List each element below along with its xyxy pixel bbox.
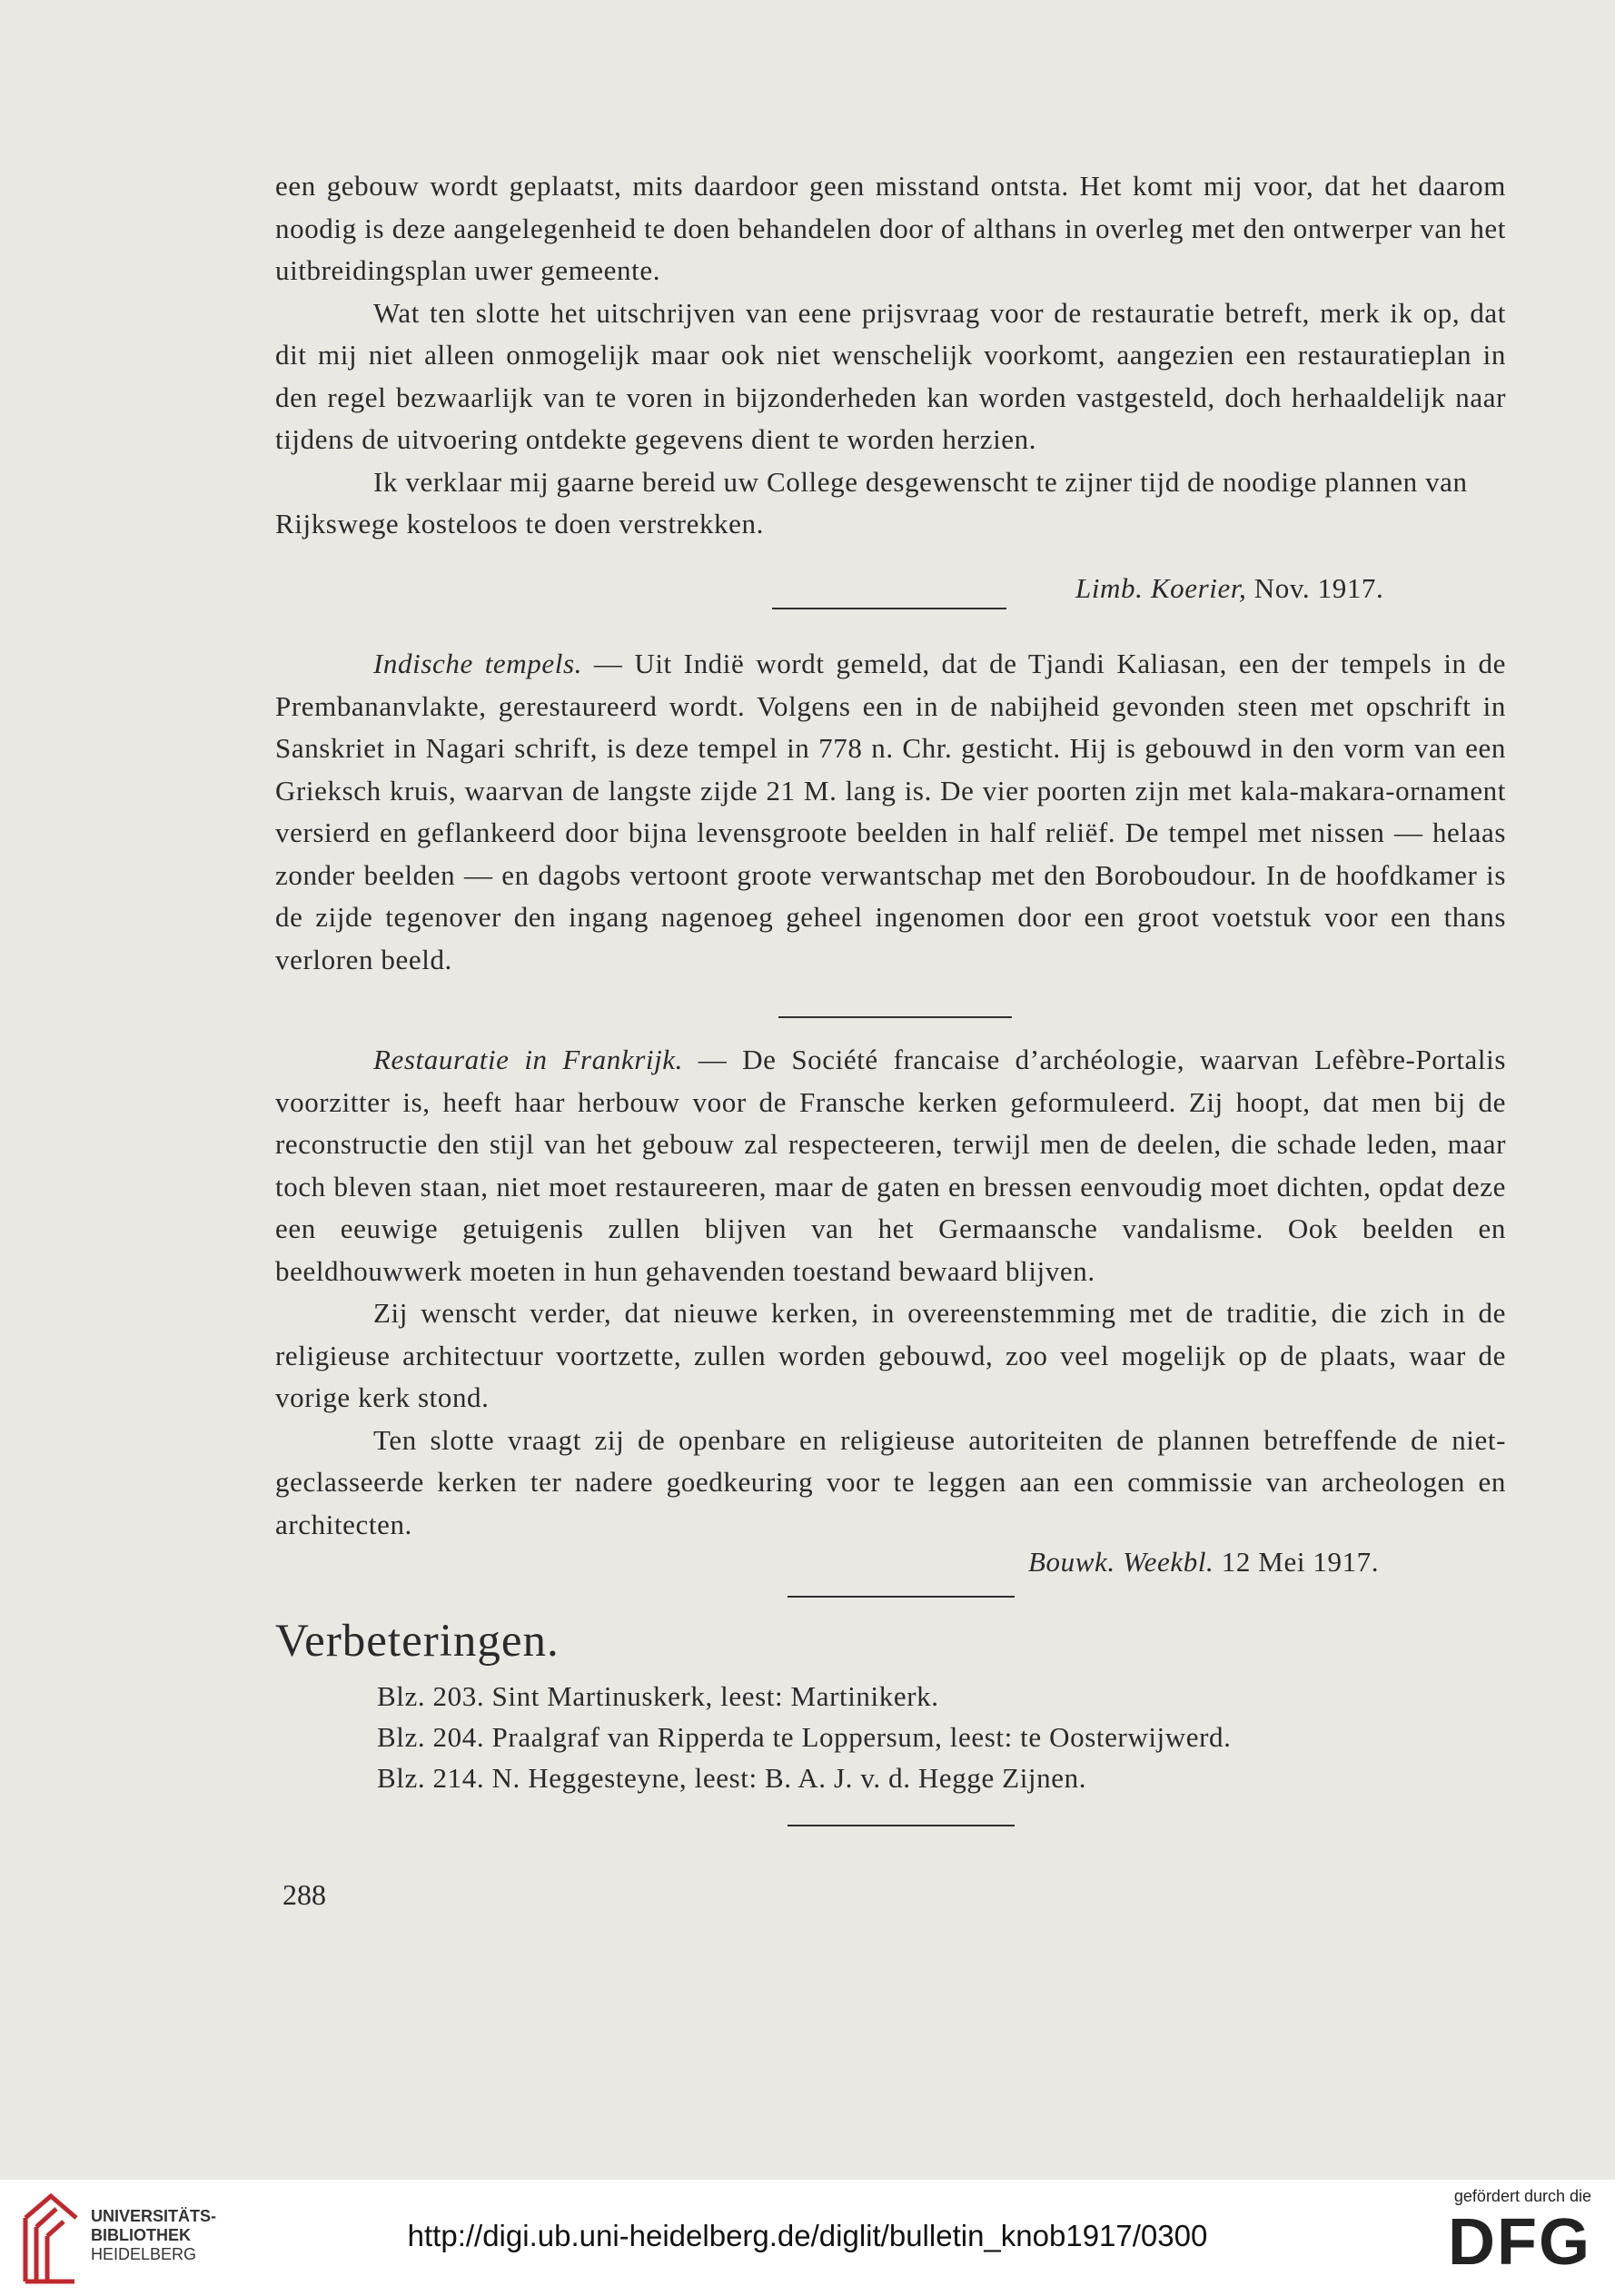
- library-name-line: BIBLIOTHEK: [91, 2226, 191, 2244]
- article-restauratie-frankrijk: [275, 1039, 1506, 1546]
- source-citation: [1075, 572, 1383, 605]
- paragraph: [275, 1039, 1506, 1292]
- publication-name: Bouwk. Weekbl.: [1028, 1546, 1214, 1578]
- source-citation: [1028, 1546, 1379, 1578]
- library-name-line: HEIDELBERG: [91, 2245, 197, 2263]
- correction-item: Blz. 214. N. Heggesteyne, leest: B. A. J. v. d. Hegge Zijnen.: [377, 1762, 1087, 1794]
- publication-name: Limb. Koerier,: [1075, 572, 1247, 604]
- section-divider: [788, 1825, 1015, 1826]
- paragraph: Zij wenscht verder, dat nieuwe kerken, in overeenstemming met de traditie, die zich in de religieuse architectuur voortzette, zullen worden gebouwd, zoo veel mogelijk op de plaats, waar de vorige kerk stond.: [275, 1297, 1506, 1413]
- article-body: — De Société francaise d’archéologie, waarvan Lefèbre-Portalis voorzitter is, heeft haar herbouw voor de Fransche kerken geformuleerd. Zij hoopt, dat men bij de reconstructie den stijl van het gebouw zal respecteeren, terwijl men de deelen, die schade leden, maar toch bleven staan, niet moet restaureeren, maar de gaten en bressen eenvoudig moet dichten, opdat deze een eeuwige getuigenis zullen blijven van het Germaansche vandalisme. Ook beelden en beeldhouwwerk moeten in hun gehavenden toestand bewaard blijven.: [275, 1044, 1507, 1287]
- paragraph: Ten slotte vraagt zij de openbare en religieuse autoriteiten de plannen betreffende de niet-geclasseerde kerken ter nadere goedkeuring voor te leggen aan een commissie van archeologen en architecten.: [275, 1423, 1506, 1540]
- article-body: — Uit Indië wordt gemeld, dat de Tjandi Kaliasan, een der tempels in de Prembananvlakte, gerestaureerd wordt. Volgens een in de nabijheid gevonden steen met opschrift in Sanskriet in Nagari schrift, is deze tempel in 778 n. Chr. gesticht. Hij is gebouwd in den vorm van een Grieksch kruis, waarvan de langste zijde 21 M. lang is. De vier poorten zijn met kala-makara-ornament versierd en geflankeerd door bijna levensgroote beelden in half reliëf. De tempel met nissen — helaas zonder beelden — en dagobs vertoont groote verwantschap met den Boroboudour. In de hoofdkamer is de zijde tegenover den ingang nagenoeg geheel ingenomen door een groot voetstuk voor een thans verloren beeld.: [275, 648, 1506, 975]
- page-number: 288: [282, 1878, 326, 1911]
- publication-date: 12 Mei 1917.: [1221, 1546, 1380, 1578]
- section-divider: [778, 1016, 1012, 1018]
- section-heading: Verbeteringen.: [275, 1616, 560, 1667]
- article-title: Restauratie in Frankrijk.: [373, 1044, 683, 1075]
- funder-credit: [1448, 2187, 1591, 2279]
- article-title: Indische tempels.: [373, 648, 582, 679]
- letter-continuation: [275, 165, 1506, 546]
- section-divider: [772, 608, 1006, 609]
- paragraph: Wat ten slotte het uitschrijven van eene prijsvraag voor de restauratie betreft, merk ik op, dat dit mij niet alleen onmogelijk maar ook niet wenschelijk voorkomt, aangezien een restauratieplan in den regel bezwaarlijk van te voren in bijzonderheden kan worden vastgesteld, doch herhaaldelijk naar tijdens de uitvoering ontdekte gegevens dient te worden herzien.: [275, 296, 1506, 455]
- article-indische-tempels: [275, 643, 1506, 981]
- funded-by-text: gefördert durch die: [1453, 2187, 1591, 2205]
- permalink-url[interactable]: http://digi.ub.uni-heidelberg.de/diglit/bulletin_knob1917/0300: [407, 2219, 1208, 2252]
- paragraph: Ik verklaar mij gaarne bereid uw College desgewenscht te zijner tijd de noodige plannen van Rijkswege kosteloos te doen verstrekken.: [275, 465, 1468, 539]
- paragraph: een gebouw wordt geplaatst, mits daardoor geen misstand ontsta. Het komt mij voor, dat het daarom noodig is deze aangelegenheid te doen behandelen door of althans in overleg met den ontwerper van het uitbreidingsplan uwer gemeente.: [275, 170, 1506, 286]
- library-name-line: UNIVERSITÄTS-: [91, 2207, 217, 2225]
- correction-item: Blz. 204. Praalgraf van Ripperda te Loppersum, leest: te Oosterwijwerd.: [377, 1721, 1232, 1753]
- correction-item: Blz. 203. Sint Martinuskerk, leest: Martinikerk.: [377, 1680, 939, 1712]
- section-divider: [788, 1596, 1015, 1598]
- dfg-logo: DFG: [1448, 2206, 1591, 2279]
- publication-date: Nov. 1917.: [1253, 572, 1384, 604]
- paragraph: [275, 643, 1506, 981]
